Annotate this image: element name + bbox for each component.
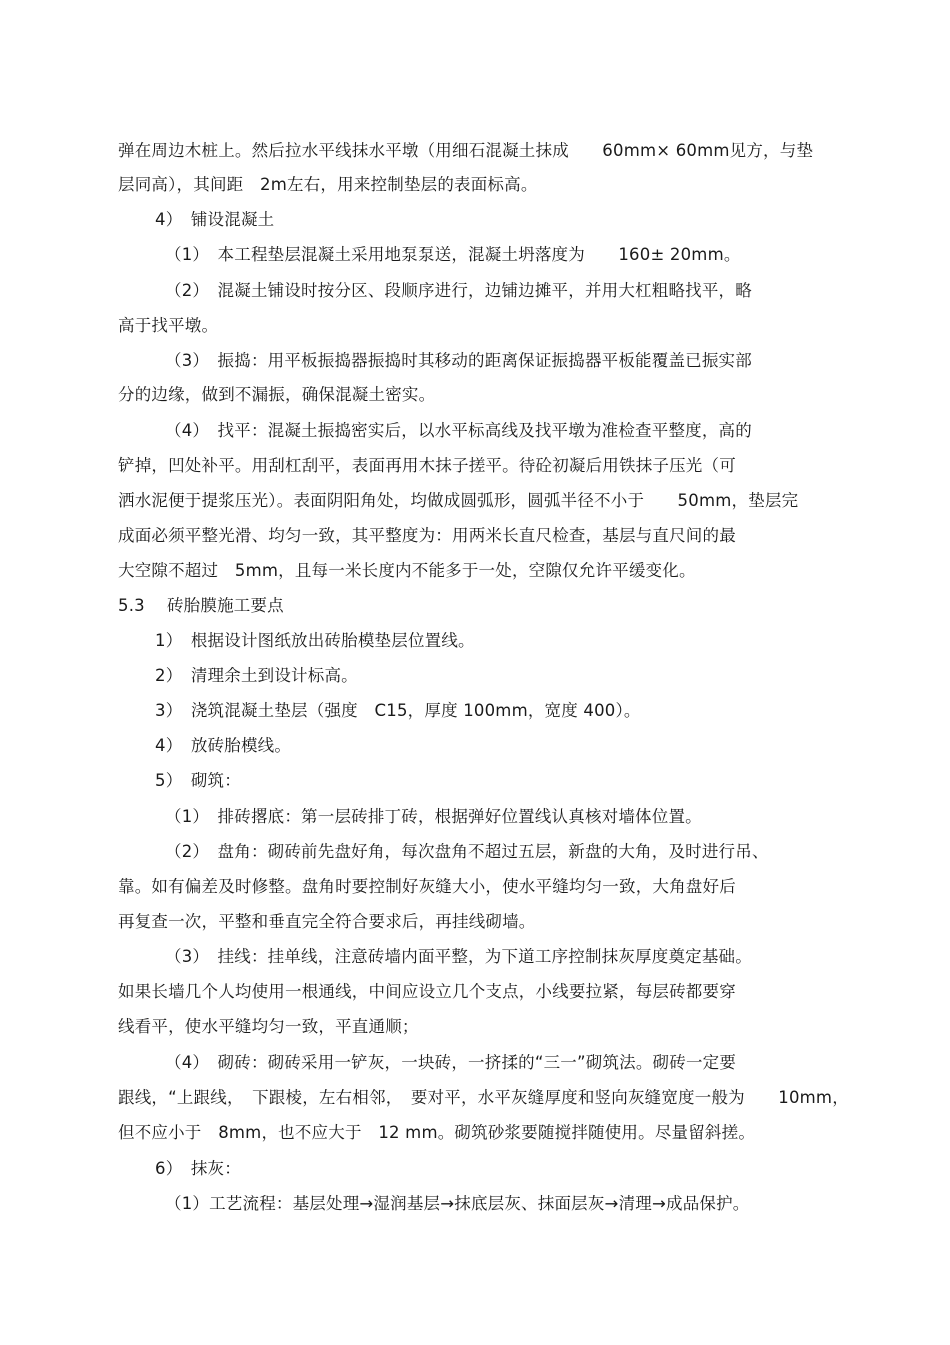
text-line: 洒水泥便于提浆压光）。表面阴阳角处，均做成圆弧形，圆弧半径不小于 50mm，垫层完	[118, 491, 799, 510]
list-item-heading: 6） 抹灰：	[155, 1159, 241, 1178]
text-line: 分的边缘，做到不漏振，确保混凝土密实。	[118, 385, 436, 404]
text-line: 高于找平墩。	[118, 316, 219, 335]
text-line: （1） 本工程垫层混凝土采用地泵泵送，混凝土坍落度为 160± 20mm。	[165, 245, 741, 264]
text-line: 线看平，使水平缝均匀一致，平直通顺；	[118, 1017, 419, 1036]
text-line: 跟线，“上跟线， 下跟棱，左右相邻， 要对平，水平灰缝厚度和竖向灰缝宽度一般为 10mm，	[118, 1088, 849, 1107]
text-line: （1）工艺流程：基层处理→湿润基层→抹底层灰、抹面层灰→清理→成品保护。	[165, 1194, 750, 1213]
list-item-heading: 5） 砌筑：	[155, 771, 241, 790]
text-line: （3） 挂线：挂单线，注意砖墙内面平整，为下道工序控制抹灰厚度奠定基础。	[165, 947, 752, 966]
list-item: 1） 根据设计图纸放出砖胎模垫层位置线。	[155, 631, 475, 650]
text-line: （2） 混凝土铺设时按分区、段顺序进行，边铺边摊平，并用大杠粗略找平，略	[165, 281, 752, 300]
text-line: 成面必须平整光滑、均匀一致，其平整度为：用两米长直尺检查，基层与直尺间的最	[118, 526, 736, 545]
text-line: 如果长墙几个人均使用一根通线，中间应设立几个支点，小线要拉紧，每层砖都要穿	[118, 982, 736, 1001]
text-line: 靠。如有偏差及时修整。盘角时要控制好灰缝大小，使水平缝均匀一致，大角盘好后	[118, 877, 736, 896]
text-line: （1） 排砖撂底：第一层砖排丁砖，根据弹好位置线认真核对墙体位置。	[165, 807, 702, 826]
text-line: 弹在周边木桩上。然后拉水平线抹水平墩（用细石混凝土抹成 60mm× 60mm见方，与垫	[118, 141, 814, 160]
text-line: 再复查一次，平整和垂直完全符合要求后，再挂线砌墙。	[118, 912, 536, 931]
text-line: （3） 振捣：用平板振捣器振捣时其移动的距离保证振捣器平板能覆盖已振实部	[165, 351, 752, 370]
text-line: 铲掉，凹处补平。用刮杠刮平，表面再用木抹子搓平。待砼初凝后用铁抹子压光（可	[118, 456, 736, 475]
text-line: （4） 找平：混凝土振捣密实后，以水平标高线及找平墩为准检查平整度，高的	[165, 421, 752, 440]
section-heading: 5.3 砖胎膜施工要点	[118, 596, 284, 615]
text-line: 但不应小于 8mm，也不应大于 12 mm。砌筑砂浆要随搅拌随使用。尽量留斜搓。	[118, 1123, 756, 1142]
text-line: （4） 砌砖：砌砖采用一铲灰，一块砖，一挤揉的“三一”砌筑法。砌砖一定要	[165, 1053, 737, 1072]
text-line: 层同高），其间距 2m左右，用来控制垫层的表面标高。	[118, 175, 538, 194]
text-line: 大空隙不超过 5mm，且每一米长度内不能多于一处，空隙仅允许平缓变化。	[118, 561, 696, 580]
list-item: 2） 清理余土到设计标高。	[155, 666, 358, 685]
list-item-heading: 4） 铺设混凝土	[155, 210, 275, 229]
list-item: 3） 浇筑混凝土垫层（强度 C15，厚度 100mm，宽度 400）。	[155, 701, 641, 720]
text-line: （2） 盘角：砌砖前先盘好角，每次盘角不超过五层，新盘的大角，及时进行吊、	[165, 842, 769, 861]
list-item: 4） 放砖胎模线。	[155, 736, 292, 755]
